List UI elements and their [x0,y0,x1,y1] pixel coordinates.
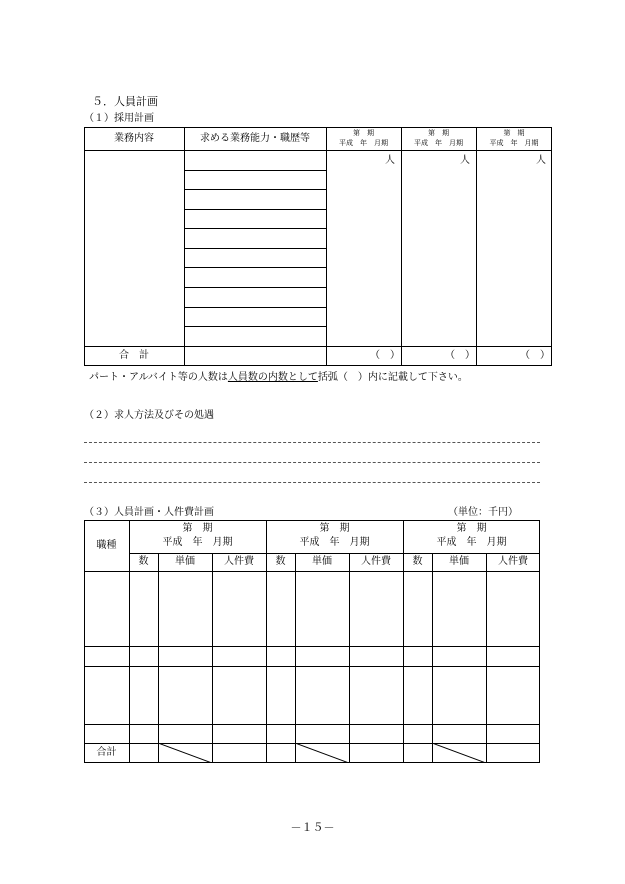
staff-cost-plan-title: （３）人員計画・人件費計画 [84,507,214,518]
sub-price-2: 単価 [312,556,332,568]
sub-count-1: 数 [138,556,149,568]
period-1-bottom: 平成 年 月期 [339,139,388,147]
write-line-1 [84,442,540,443]
cost-period-1-bottom: 平成 年 月期 [162,537,233,548]
write-line-3 [84,482,540,483]
unit-person-3: 人 [536,155,546,166]
total-paren-1: （ ） [370,350,400,362]
sub-price-1: 単価 [175,556,195,568]
section-heading: ５．人員計画 [92,95,158,108]
page-number: －１５－ [290,821,335,834]
sub-cost-3: 人件費 [498,556,528,568]
write-line-2 [84,462,540,463]
cost-period-3-bottom: 平成 年 月期 [436,537,507,548]
cost-period-2-bottom: 平成 年 月期 [299,537,370,548]
period-3-bottom: 平成 年 月期 [489,139,539,147]
period-2-bottom: 平成 年 月期 [414,139,463,147]
cost-period-2-top: 第 期 [319,523,350,534]
period-3-top: 第 期 [503,129,525,137]
hiring-method-title: （２）求人方法及びその処遇 [84,410,214,421]
note-part-c: 括弧（ ）内に記載して下さい。 [317,372,468,383]
total-paren-3: （ ） [520,350,550,362]
col-skill-header: 求める業務能力・職歴等 [200,132,310,144]
period-2-top: 第 期 [428,129,449,137]
unit-person-1: 人 [385,155,395,166]
unit-person-2: 人 [460,155,470,166]
sub-cost-2: 人件費 [361,556,391,568]
note-part-b: 人員数の内数として [227,372,318,383]
cost-period-3-top: 第 期 [456,523,487,534]
part-time-note [89,373,468,383]
period-1-top: 第 期 [353,129,374,137]
unit-label: （単位：千円） [448,507,518,518]
col-task-header: 業務内容 [114,132,154,144]
sub-count-3: 数 [412,556,423,568]
recruitment-plan-title: （１）採用計画 [84,113,154,124]
recruitment-total-label: 合 計 [119,350,149,362]
diagonal-strike-2 [295,743,349,763]
sub-cost-1: 人件費 [224,556,254,568]
col-job-header: 職種 [96,539,117,551]
note-part-a: パート・アルバイト等の人数は [89,372,228,383]
cost-total-label: 合計 [96,747,117,759]
sub-price-3: 単価 [449,556,469,568]
cost-period-1-top: 第 期 [182,523,213,534]
diagonal-strike-3 [432,743,486,763]
total-paren-2: （ ） [445,350,475,362]
diagonal-strike-1 [158,743,212,763]
sub-count-2: 数 [275,556,286,568]
